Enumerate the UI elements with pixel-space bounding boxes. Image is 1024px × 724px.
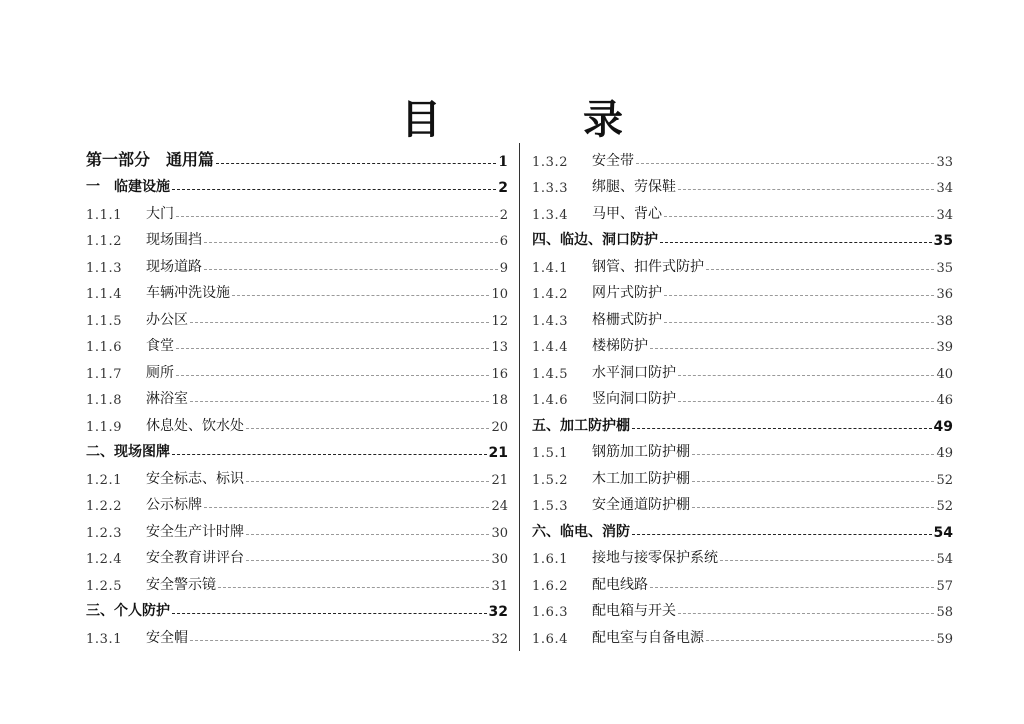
toc-entry[interactable] xyxy=(532,620,953,647)
toc-entry[interactable] xyxy=(532,329,953,356)
toc-entry-label: 二、现场图牌 xyxy=(86,444,170,460)
toc-entry[interactable] xyxy=(86,276,508,303)
dot-leader xyxy=(664,322,934,323)
toc-page-number: 57 xyxy=(936,578,953,594)
toc-entry-number: 1.3.3 xyxy=(532,181,569,196)
dot-leader xyxy=(216,163,496,164)
toc-entry-number: 1.3.4 xyxy=(532,207,569,223)
dot-leader xyxy=(650,587,934,588)
toc-page-number: 6 xyxy=(499,234,508,249)
toc-entry-label: 配电线路 xyxy=(592,576,648,593)
toc-entry-label: 水平洞口防护 xyxy=(592,364,676,381)
dot-leader xyxy=(204,269,498,270)
dot-leader xyxy=(650,348,934,349)
toc-entry-number: 1.4.2 xyxy=(532,287,569,302)
dot-leader xyxy=(706,640,934,641)
dot-leader xyxy=(176,216,498,217)
dot-leader xyxy=(172,454,487,455)
dot-leader xyxy=(190,640,489,641)
toc-page-number: 32 xyxy=(488,604,508,620)
toc-page-number: 12 xyxy=(491,313,508,329)
dot-leader xyxy=(692,481,934,482)
dot-leader xyxy=(706,269,934,270)
toc-entry-number: 1.2.4 xyxy=(86,552,123,567)
toc-page-number: 59 xyxy=(936,631,953,647)
toc-entry[interactable] xyxy=(532,461,953,488)
toc-page-number: 35 xyxy=(936,260,953,276)
dot-leader xyxy=(678,613,934,614)
dot-leader xyxy=(246,481,489,482)
toc-entry-label: 五、加工防护棚 xyxy=(532,417,630,434)
toc-page-number: 30 xyxy=(491,552,508,567)
toc-entry-label: 网片式防护 xyxy=(592,285,662,301)
toc-entry-number: 1.5.3 xyxy=(532,499,569,514)
dot-leader xyxy=(664,295,934,296)
dot-leader xyxy=(176,348,489,349)
toc-page-number: 49 xyxy=(933,418,953,435)
toc-entry-number: 1.1.2 xyxy=(86,234,123,249)
toc-entry-number: 1.1.1 xyxy=(86,207,123,223)
toc-entry[interactable] xyxy=(532,355,953,382)
toc-page-number: 36 xyxy=(936,287,953,302)
toc-entry-label: 竖向洞口防护 xyxy=(592,391,676,407)
dot-leader xyxy=(678,189,934,190)
toc-section-heading[interactable] xyxy=(532,514,953,541)
toc-entry[interactable] xyxy=(532,143,953,170)
toc-entry-label: 安全警示镜 xyxy=(146,576,216,593)
dot-leader xyxy=(720,560,934,561)
toc-entry-label: 接地与接零保护系统 xyxy=(592,550,718,566)
toc-page-number: 35 xyxy=(933,233,953,249)
toc-section-heading[interactable] xyxy=(532,408,953,435)
toc-entry[interactable] xyxy=(532,302,953,329)
dot-leader xyxy=(692,507,934,508)
toc-entry-label: 一 临建设施 xyxy=(86,179,170,195)
toc-entry-label: 钢管、扣件式防护 xyxy=(592,258,704,275)
toc-entry-label: 食堂 xyxy=(146,338,174,354)
toc-entry-label: 配电箱与开关 xyxy=(592,603,676,619)
toc-page-number: 13 xyxy=(491,340,508,355)
toc-entry-label: 钢筋加工防护棚 xyxy=(592,444,690,460)
toc-entry-number: 1.2.5 xyxy=(86,578,123,594)
dot-leader xyxy=(204,507,489,508)
toc-entry-number: 1.6.4 xyxy=(532,631,569,647)
toc-entry-label: 安全通道防护棚 xyxy=(592,497,690,513)
toc-entry[interactable] xyxy=(86,302,508,329)
dot-leader xyxy=(664,216,934,217)
toc-page-number: 49 xyxy=(936,446,953,461)
dot-leader xyxy=(246,428,489,429)
toc-entry-number: 1.2.1 xyxy=(86,472,123,488)
toc-entry-label: 淋浴室 xyxy=(146,391,188,407)
toc-entry[interactable] xyxy=(86,620,508,647)
dot-leader xyxy=(172,613,487,614)
dot-leader xyxy=(678,375,934,376)
toc-entry-number: 1.2.2 xyxy=(86,499,123,514)
toc-entry[interactable] xyxy=(86,249,508,276)
toc-entry-label: 四、临边、洞口防护 xyxy=(532,232,658,248)
toc-page-number: 30 xyxy=(491,525,508,541)
toc-entry-number: 1.6.2 xyxy=(532,578,569,594)
toc-entry[interactable] xyxy=(532,249,953,276)
toc-page-number: 54 xyxy=(936,552,953,567)
toc-entry[interactable] xyxy=(86,567,508,594)
toc-entry-label: 安全生产计时牌 xyxy=(146,523,244,540)
toc-entry-number: 1.1.7 xyxy=(86,366,123,382)
toc-entry-label: 车辆冲洗设施 xyxy=(146,285,230,301)
toc-section-heading[interactable] xyxy=(86,435,508,462)
toc-entry[interactable] xyxy=(86,408,508,435)
toc-page-number: 34 xyxy=(936,181,953,196)
toc-entry[interactable] xyxy=(86,382,508,409)
toc-page-number: 2 xyxy=(499,207,508,223)
dot-leader xyxy=(632,534,932,535)
toc-entry-number: 1.1.8 xyxy=(86,393,123,408)
toc-section-heading[interactable] xyxy=(86,594,508,621)
toc-entry-label: 大门 xyxy=(146,205,174,222)
toc-entry-label: 现场围挡 xyxy=(146,232,202,248)
toc-page-number: 1 xyxy=(498,153,508,170)
toc-page-number: 2 xyxy=(498,180,508,196)
toc-entry[interactable] xyxy=(532,382,953,409)
dot-leader xyxy=(636,163,934,164)
toc-page-number: 20 xyxy=(491,419,508,435)
toc-entry-label: 厕所 xyxy=(146,364,174,381)
toc-entry[interactable] xyxy=(532,488,953,515)
toc-entry[interactable] xyxy=(532,196,953,223)
toc-page-number: 52 xyxy=(936,499,953,514)
toc-entry[interactable] xyxy=(532,170,953,197)
toc-entry-number: 1.4.6 xyxy=(532,393,569,408)
dot-leader xyxy=(692,454,934,455)
toc-entry-label: 办公区 xyxy=(146,311,188,328)
toc-entry-label: 马甲、背心 xyxy=(592,205,662,222)
toc-entry-label: 第一部分 通用篇 xyxy=(86,149,215,169)
toc-entry-number: 1.3.1 xyxy=(86,631,123,647)
dot-leader xyxy=(232,295,489,296)
dot-leader xyxy=(246,560,489,561)
toc-entry[interactable] xyxy=(532,435,953,462)
toc-entry-number: 1.2.3 xyxy=(86,525,123,541)
toc-entry-number: 1.6.1 xyxy=(532,552,569,567)
toc-page-number: 31 xyxy=(491,578,508,594)
toc-entry-label: 安全帽 xyxy=(146,629,188,646)
toc-entry-number: 1.4.5 xyxy=(532,366,569,382)
toc-left-column xyxy=(86,143,508,647)
toc-page-number: 21 xyxy=(491,472,508,488)
toc-entry[interactable] xyxy=(86,461,508,488)
toc-part-heading[interactable] xyxy=(86,143,508,170)
toc-entry-label: 休息处、饮水处 xyxy=(146,417,244,434)
toc-entry-number: 1.5.1 xyxy=(532,446,569,461)
column-divider xyxy=(519,143,520,651)
toc-entry-number: 1.4.4 xyxy=(532,340,569,355)
toc-page-number: 32 xyxy=(491,631,508,647)
toc-entry-label: 安全教育讲评台 xyxy=(146,550,244,566)
toc-page-number: 54 xyxy=(933,524,953,541)
toc-entry-number: 1.1.5 xyxy=(86,313,123,329)
page-title: 目 录 xyxy=(401,97,687,143)
dot-leader xyxy=(632,428,932,429)
dot-leader xyxy=(172,189,496,190)
toc-right-column xyxy=(532,143,953,647)
dot-leader xyxy=(678,401,934,402)
toc-page-number: 18 xyxy=(491,393,508,408)
toc-page-number: 34 xyxy=(936,207,953,223)
toc-page-number: 33 xyxy=(936,154,953,170)
toc-page-number: 9 xyxy=(499,260,508,276)
toc-page-number: 39 xyxy=(936,340,953,355)
toc-entry[interactable] xyxy=(86,488,508,515)
toc-entry[interactable] xyxy=(86,541,508,568)
toc-entry[interactable] xyxy=(532,541,953,568)
toc-page-number: 16 xyxy=(491,366,508,382)
toc-entry[interactable] xyxy=(532,594,953,621)
dot-leader xyxy=(660,242,932,243)
dot-leader xyxy=(218,587,489,588)
toc-entry[interactable] xyxy=(532,567,953,594)
toc-entry-label: 楼梯防护 xyxy=(592,338,648,354)
toc-entry-number: 1.1.4 xyxy=(86,287,123,302)
dot-leader xyxy=(176,375,489,376)
dot-leader xyxy=(246,534,489,535)
toc-entry-label: 现场道路 xyxy=(146,258,202,275)
toc-page-number: 58 xyxy=(936,605,953,620)
toc-entry-label: 格栅式防护 xyxy=(592,311,662,328)
toc-entry[interactable] xyxy=(86,196,508,223)
toc-entry-label: 公示标牌 xyxy=(146,497,202,513)
toc-page-number: 21 xyxy=(488,445,508,461)
toc-entry-label: 绑腿、劳保鞋 xyxy=(592,179,676,195)
toc-entry-number: 1.3.2 xyxy=(532,154,569,170)
toc-entry[interactable] xyxy=(86,355,508,382)
toc-entry-number: 1.1.3 xyxy=(86,260,123,276)
toc-entry-number: 1.4.1 xyxy=(532,260,569,276)
dot-leader xyxy=(190,322,489,323)
toc-entry-label: 木工加工防护棚 xyxy=(592,470,690,487)
toc-section-heading[interactable] xyxy=(532,223,953,250)
dot-leader xyxy=(190,401,489,402)
toc-page-number: 38 xyxy=(936,313,953,329)
toc-section-heading[interactable] xyxy=(86,170,508,197)
toc-entry-label: 安全标志、标识 xyxy=(146,470,244,487)
toc-page-number: 46 xyxy=(936,393,953,408)
toc-entry-number: 1.5.2 xyxy=(532,472,569,488)
toc-entry-number: 1.6.3 xyxy=(532,605,569,620)
toc-entry[interactable] xyxy=(86,514,508,541)
dot-leader xyxy=(204,242,498,243)
toc-entry[interactable] xyxy=(86,329,508,356)
toc-entry[interactable] xyxy=(532,276,953,303)
toc-page-number: 10 xyxy=(491,287,508,302)
toc-entry-label: 安全带 xyxy=(592,152,634,169)
toc-entry-number: 1.1.9 xyxy=(86,419,123,435)
toc-entry-number: 1.1.6 xyxy=(86,340,123,355)
toc-page-number: 40 xyxy=(936,366,953,382)
toc-entry-number: 1.4.3 xyxy=(532,313,569,329)
toc-page-number: 24 xyxy=(491,499,508,514)
toc-entry[interactable] xyxy=(86,223,508,250)
toc-page-number: 52 xyxy=(936,472,953,488)
toc-entry-label: 配电室与自备电源 xyxy=(592,629,704,646)
toc-entry-label: 六、临电、消防 xyxy=(532,523,630,540)
toc-entry-label: 三、个人防护 xyxy=(86,603,170,619)
